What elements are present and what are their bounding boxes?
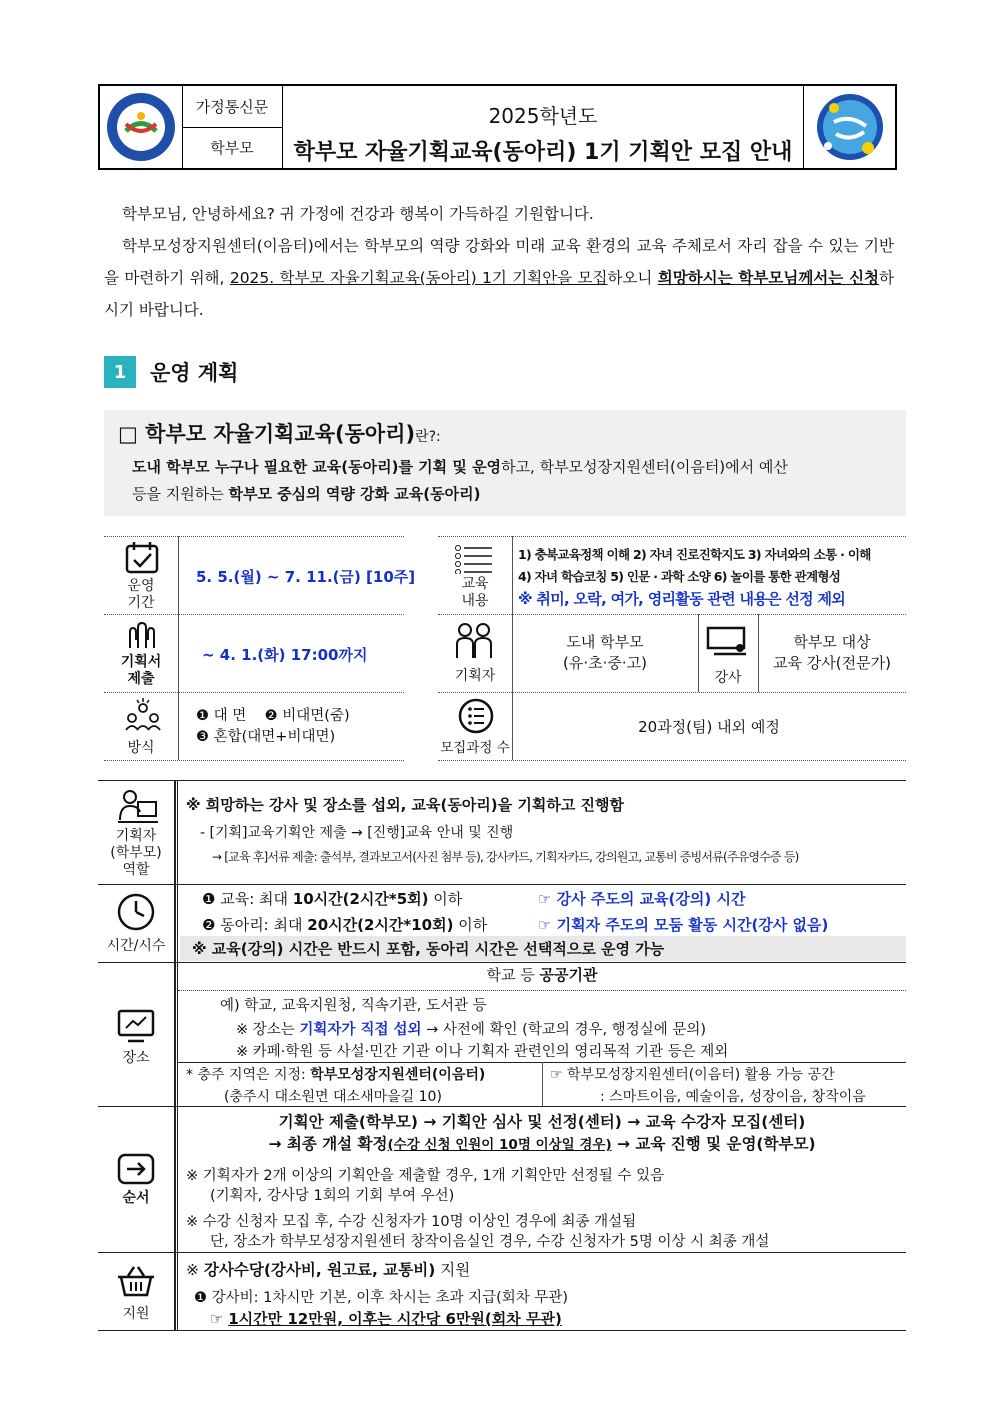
method-option-2: ❷ 비대면(줌): [264, 708, 350, 724]
order-flow-2-a: → 최종 개설 확정: [268, 1135, 388, 1153]
order-note-2b: 단, 장소가 학부모성장지원센터 창작이음실인 경우, 수강 신청자가 5명 이상 시 최종 개설: [210, 1234, 770, 1250]
place-space-1: ☞ 학부모성장지원센터(이음터) 활용 가능 공간: [550, 1067, 835, 1083]
method-label: 방식: [127, 740, 155, 756]
place-heading-a: 학교 등: [486, 966, 540, 984]
role-line-3: → [교육 후]서류 제출: 출석부, 결과보고서(사진 첨부 등), 강사카드, 기획자카드, 강의원고, 교통비 증빙서류(주유영수증 등): [212, 850, 799, 864]
support-heading-c: 지원: [435, 1261, 471, 1279]
definition-line-2: [132, 481, 902, 508]
place-heading: [178, 964, 906, 985]
time-line-2: [202, 914, 487, 935]
time-line-2-b: 20시간(2시간*10회): [307, 916, 454, 934]
place-chungju-1-b: 학부모성장지원센터(이음터): [310, 1067, 486, 1083]
campaign-badge-icon: [804, 86, 895, 168]
support-heading: [186, 1258, 470, 1280]
support-heading-a: ※: [186, 1261, 204, 1279]
definition-text: [132, 454, 902, 508]
instructor-value: 학부모 대상 교육 강사(전문가): [773, 633, 891, 672]
content-line-2: 4) 자녀 학습코칭 5) 인문 · 과학 소양 6) 놀이를 통한 관계형성: [518, 569, 841, 584]
definition-line-1-rest: 하고, 학부모성장지원센터(이음터)에서 예산: [501, 458, 788, 476]
time-line-1-a: ❶ 교육: 최대: [202, 890, 293, 908]
place-chungju-1: [186, 1064, 485, 1084]
method-options: [196, 706, 350, 748]
time-label: 시간/시수: [106, 938, 166, 954]
order-note-1: ※ 기획자가 2개 이상의 기획안을 제출할 경우, 1개 기획안만 선정될 수 있음: [186, 1168, 665, 1184]
order-note-2: ※ 수강 신청자 모집 후, 수강 신청자가 10명 이상인 경우에 최종 개설됨: [186, 1214, 637, 1230]
intro-body-underline-2: 희망하시는 학부모님께서는 신청: [657, 269, 880, 287]
clock-icon: [116, 892, 156, 932]
header-label-parents: 학부모: [182, 127, 283, 168]
method-option-3: ❸ 혼합(대면+비대면): [196, 729, 336, 745]
definition-heading-text: □ 학부모 자율기획교육(동아리): [118, 422, 416, 446]
list-circle-icon: [458, 698, 494, 734]
logo-cell: [100, 86, 183, 168]
time-line-2-c: 이하: [453, 916, 488, 934]
arrow-right-box-icon: [116, 1152, 156, 1186]
role-line-1: ※ 희망하는 강사 및 장소를 섭외, 교육(동아리)을 기획하고 진행함: [186, 796, 625, 814]
kindergarten-logo-icon: [100, 86, 182, 168]
intro-greeting: 학부모님, 안녕하세요? 귀 가정에 건강과 행복이 가득하길 기원합니다.: [122, 205, 594, 223]
place-line-2-c: → 사전에 확인 (학교의 경우, 행정실에 문의): [421, 1022, 706, 1038]
monitor-chart-icon: [116, 1008, 156, 1044]
place-heading-b: 공공기관: [539, 966, 598, 984]
instructor-label: 강사: [714, 670, 742, 686]
content-list: [518, 544, 908, 610]
detail-table: [98, 780, 906, 1330]
definition-heading-suffix: 란?:: [415, 429, 441, 445]
title-year: 2025학년도: [488, 104, 598, 128]
intro-body-underline-1: 2025. 학부모 자율기획교육(동아리) 1기 기획안을 모집: [229, 269, 608, 287]
support-line-1: ❶ 강사비: 1차시만 기본, 이후 차시는 초과 지급(회차 무관): [194, 1290, 569, 1306]
support-heading-b: 강사수당(강사비, 원고료, 교통비): [203, 1261, 436, 1279]
time-line-3: ※ 교육(강의) 시간은 반드시 포함, 동아리 시간은 선택적으로 운영 가능: [192, 940, 665, 958]
definition-line-2-a: 등을 지원하는: [132, 485, 229, 503]
recruit-label: 모집과정 수: [440, 740, 510, 756]
header-label-newsletter: 가정통신문: [182, 86, 283, 128]
place-label: 장소: [122, 1050, 150, 1066]
order-flow-2: [178, 1132, 906, 1154]
support-line-2: [210, 1308, 562, 1329]
place-line-2: [236, 1018, 706, 1039]
intro-text: [104, 198, 894, 326]
time-line-1: [202, 888, 462, 909]
period-label: 운영 기간: [127, 578, 155, 611]
badge-cell: [804, 86, 895, 168]
intro-body-b: 하오니: [607, 269, 658, 287]
content-note: ※ 취미, 오락, 여가, 영리활동 관련 내용은 선정 제외: [518, 590, 846, 608]
section-number: 1: [104, 356, 136, 388]
order-label: 순서: [122, 1190, 150, 1206]
definition-line-1: [132, 454, 902, 481]
person-laptop-icon: [116, 788, 160, 828]
intro-body: [104, 230, 894, 326]
list-lines-icon: [454, 544, 494, 574]
submit-deadline: ~ 4. 1.(화) 17:00까지: [202, 646, 368, 664]
header-box: [98, 84, 897, 170]
section-title: 운영 계획: [150, 361, 239, 385]
order-flow-2-underline: (수강 신청 인원이 10명 이상일 경우): [387, 1137, 612, 1153]
time-line-1-b: 10시간(2시간*5회): [292, 890, 429, 908]
place-line-2-a: ※ 장소는: [236, 1022, 300, 1038]
planner-label: 기획자: [454, 668, 496, 684]
people-icon: [454, 622, 494, 662]
intro-body-c: 하시기 바랍니다.: [104, 269, 894, 319]
lecturer-board-icon: [706, 626, 750, 658]
info-grid: [104, 534, 906, 762]
place-line-2-b: 기획자가 직접 섭외: [299, 1022, 422, 1038]
group-meeting-icon: [124, 696, 162, 732]
order-note-1b: (기획자, 강사당 1회의 기회 부여 우선): [210, 1188, 455, 1204]
time-line-2-a: ❷ 동아리: 최대: [202, 916, 308, 934]
method-option-1: ❶ 대 면: [196, 708, 247, 724]
place-chungju-2: (충주시 대소원면 대소새마을길 10): [224, 1089, 442, 1105]
definition-line-1-bold: 도내 학부모 누구나 필요한 교육(동아리)를 기획 및 운영: [132, 458, 502, 476]
role-line-2: - [기획]교육기획안 제출 → [진행]교육 안내 및 진행: [200, 825, 514, 841]
submit-label: 기획서 제출: [120, 654, 162, 687]
time-note-1: ☞ 강사 주도의 교육(강의) 시간: [538, 890, 746, 908]
place-chungju-1-a: * 충주 지역은 지정:: [186, 1067, 311, 1083]
place-line-1: 예) 학교, 교육지원청, 직속기관, 도서관 등: [220, 998, 487, 1014]
order-flow-2-b: → 교육 진행 및 운영(학부모): [611, 1135, 816, 1153]
support-line-2-a: ☞: [210, 1310, 229, 1328]
definition-heading: [118, 418, 441, 448]
definition-box: [104, 410, 906, 516]
title-main: 학부모 자율기획교육(동아리) 1기 기획안 모집 안내: [293, 140, 793, 165]
time-line-1-c: 이하: [428, 890, 463, 908]
period-value: 5. 5.(월) ~ 7. 11.(금) [10주]: [196, 568, 416, 586]
place-line-3: ※ 카페·학원 등 사설·민간 기관 이나 기획자 관련인의 영리목적 기관 등은 제외: [236, 1044, 729, 1060]
support-line-2-underline: 1시간만 12만원, 이후는 시간당 6만원(회차 무관): [228, 1310, 562, 1328]
time-note-2: ☞ 기획자 주도의 모둠 활동 시간(강사 없음): [538, 916, 829, 934]
calendar-check-icon: [124, 540, 160, 574]
page-title: [283, 86, 804, 168]
order-flow-1: 기획안 제출(학부모) → 기획안 심사 및 선정(센터) → 교육 수강자 모집(센터): [278, 1113, 806, 1131]
place-space-2: : 스마트이음, 예술이음, 성장이음, 창작이음: [600, 1089, 866, 1105]
definition-line-2-bold: 학부모 중심의 역량 강화 교육(동아리): [228, 485, 481, 503]
basket-icon: [116, 1264, 156, 1298]
content-label: 교육 내용: [461, 576, 489, 609]
raised-hands-icon: [124, 620, 160, 650]
planner-value: 도내 학부모 (유·초·중·고): [563, 633, 647, 672]
role-label: 기획자 (학부모) 역할: [110, 828, 162, 878]
recruit-value: 20과정(팀) 내외 예정: [638, 718, 780, 736]
support-label: 지원: [122, 1306, 150, 1322]
intro-body-a: 학부모성장지원센터(이음터)에서는 학부모의 역량 강화와 미래 교육 환경의 교육 주체로서 자리 잡을 수 있는 기반을 마련하기 위해,: [104, 237, 894, 287]
content-line-1: 1) 충북교육정책 이해 2) 자녀 진로진학지도 3) 자녀와의 소통 · 이해: [518, 547, 871, 562]
